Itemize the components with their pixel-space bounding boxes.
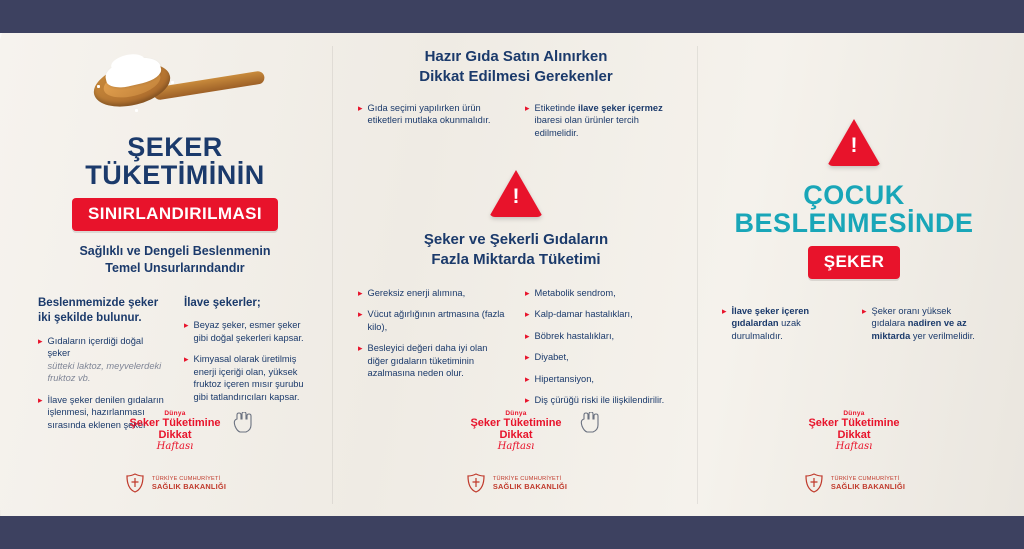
- list-item: [525, 287, 674, 300]
- hand-icon: [229, 412, 255, 434]
- campaign-pre: Dünya: [843, 409, 865, 417]
- campaign-line1: Şeker Tüketimine: [808, 416, 900, 429]
- panel1-left-item-0: Gıdaların içerdiği doğal şeker: [47, 335, 144, 359]
- ministry-line2: SAĞLIK BAKANLIĞI: [830, 481, 906, 491]
- panel2-top-item-left-0: Gıda seçimi yapılırken ürün etiketleri mutlaka okunmalıdır.: [367, 102, 491, 126]
- panel2-footer: [340, 410, 692, 494]
- bullet-arrow-icon: ▸: [184, 354, 189, 365]
- bullet-arrow-icon: ▸: [525, 309, 530, 320]
- panel1-left-item-0-note: sütteki laktoz, meyvelerdeki fruktoz vb.: [47, 360, 162, 384]
- warning-triangle-icon: !: [489, 170, 543, 218]
- campaign-line2: Dikkat: [158, 429, 192, 442]
- panel1-right-lead: İlave şekerler;: [184, 296, 261, 309]
- list-item: [358, 342, 507, 380]
- list-item: [358, 308, 507, 333]
- panel2-right-item-1: Kalp-damar hastalıkları,: [534, 309, 633, 320]
- hand-icon: [576, 412, 602, 434]
- panel-child-nutrition: [704, 33, 1004, 516]
- campaign-line1: Şeker Tüketimine: [129, 416, 221, 429]
- bullet-arrow-icon: ▸: [525, 102, 530, 113]
- campaign-pre: Dünya: [505, 409, 527, 417]
- campaign-line1: Şeker Tüketimine: [470, 416, 562, 429]
- panel1-title-line2: TÜKETİMİNİN: [85, 160, 265, 191]
- panel3-ribbon: ŞEKER: [808, 246, 901, 279]
- panel-ready-food: [340, 33, 692, 516]
- list-item: [38, 335, 166, 385]
- panel1-title-line1: ŞEKER: [127, 132, 223, 162]
- panel1-right-item-1: Kimyasal olarak üretilmiş enerji içeriği olan, yüksek fruktoz içeren mısır şurubu gibi tatlandırıcıları kapsar.: [193, 354, 304, 402]
- list-item: [525, 394, 674, 407]
- ministry-line1: TÜRKİYE CUMHURİYETİ: [830, 475, 900, 482]
- panel3-title-line1: ÇOCUK: [803, 180, 905, 210]
- panel1-ribbon: SINIRLANDIRILMASI: [72, 198, 278, 231]
- bullet-arrow-icon: ▸: [525, 352, 530, 363]
- panel3-right-item-bold: nadiren ve az miktarda: [871, 318, 967, 341]
- bullet-arrow-icon: ▸: [358, 102, 363, 113]
- panel1-right-item-0: Beyaz şeker, esmer şeker gibi doğal şekerleri kapsar.: [193, 320, 304, 343]
- campaign-logo: [129, 410, 220, 452]
- panel2-top-item-right-pre: Etiketinde: [534, 102, 578, 113]
- bullet-arrow-icon: ▸: [38, 394, 43, 405]
- panel2-right-item-3: Diyabet,: [534, 352, 569, 363]
- list-item: [358, 102, 507, 127]
- list-item: [525, 373, 674, 386]
- panel2-top-left-column: [358, 102, 507, 149]
- panel2-left-item-0: Gereksiz enerji alımına,: [367, 287, 466, 298]
- panel3-left-column: [722, 305, 846, 352]
- panel1-left-lead-2: iki şekilde bulunur.: [38, 312, 142, 325]
- campaign-logo: [808, 410, 899, 452]
- panel1-subtitle-line1: Sağlıklı ve Dengeli Beslenmenin: [79, 243, 271, 258]
- panel1-left-item-1: İlave şeker denilen gıdaların işlenmesi, hazırlanması sırasında eklenen şeker: [47, 394, 164, 430]
- ministry-logo: [704, 472, 1004, 494]
- ministry-logo: [22, 472, 328, 494]
- bullet-arrow-icon: ▸: [525, 330, 530, 341]
- campaign-script: Haftası: [497, 441, 535, 452]
- ministry-emblem-icon: [465, 472, 487, 494]
- bullet-arrow-icon: ▸: [38, 335, 43, 346]
- panel2-top-item-right-post: ibaresi olan ürünler tercih edilmelidir.: [534, 115, 639, 138]
- panel3-left-item-rest: uzak durulmalıdır.: [731, 318, 801, 341]
- bullet-arrow-icon: ▸: [358, 343, 363, 354]
- panel3-right-item-pre: Şeker oranı yüksek gıdalara: [871, 305, 952, 329]
- campaign-script: Haftası: [156, 441, 194, 452]
- list-item: [184, 353, 312, 403]
- panel3-left-item-bold: İlave şeker içeren gıdalardan: [731, 305, 810, 329]
- panel2-right-item-0: Metabolik sendrom,: [534, 287, 616, 298]
- panel1-subtitle-line2: Temel Unsurlarındandır: [105, 261, 245, 276]
- ministry-line1: TÜRKİYE CUMHURİYETİ: [151, 475, 221, 482]
- bullet-arrow-icon: ▸: [358, 309, 363, 320]
- list-item: [525, 330, 674, 343]
- panel-sugar-limitation: [22, 33, 328, 516]
- panel2-mid-title-line1: Şeker ve Şekerli Gıdaların: [423, 231, 609, 249]
- panel2-left-item-2: Besleyici değeri daha iyi olan diğer gıdaların tüketiminin azalmasına neden olur.: [367, 343, 488, 379]
- panel2-right-item-2: Böbrek hastalıkları,: [534, 330, 615, 341]
- panel2-left-item-1: Vücut ağırlığının artmasına (fazla kilo),: [367, 309, 505, 332]
- panel2-right-item-5: Diş çürüğü riski ile ilişkilendirilir.: [534, 395, 665, 406]
- panel-divider-1: [332, 46, 333, 504]
- panel2-right-item-4: Hipertansiyon,: [534, 373, 594, 384]
- panel2-top-right-column: [525, 102, 674, 149]
- bullet-arrow-icon: ▸: [525, 395, 530, 406]
- campaign-logo: [470, 410, 561, 452]
- list-item: [525, 102, 674, 140]
- panel1-left-lead-1: Beslenmemizde şeker: [38, 296, 159, 309]
- campaign-line2: Dikkat: [837, 429, 871, 442]
- panel3-title-line2: BESLENMESİNDE: [734, 208, 974, 239]
- list-item: [525, 308, 674, 321]
- warning-triangle-icon: !: [827, 119, 881, 167]
- campaign-pre: Dünya: [164, 409, 186, 417]
- bullet-arrow-icon: ▸: [525, 373, 530, 384]
- panel2-mid-title-line2: Fazla Miktarda Tüketimi: [431, 251, 601, 269]
- panel2-left-column: [358, 287, 507, 416]
- bullet-arrow-icon: ▸: [722, 305, 727, 316]
- list-item: [358, 287, 507, 300]
- bullet-arrow-icon: ▸: [184, 320, 189, 331]
- list-item: [525, 351, 674, 364]
- panel3-footer: [704, 410, 1004, 494]
- panel2-top-title-line1: Hazır Gıda Satın Alınırken: [424, 48, 608, 65]
- spoon-with-sugar-icon: [75, 55, 275, 125]
- list-item: [184, 319, 312, 344]
- campaign-script: Haftası: [835, 441, 873, 452]
- ministry-emblem-icon: [124, 472, 146, 494]
- panel-divider-2: [697, 46, 698, 504]
- ministry-logo: [340, 472, 692, 494]
- panel1-footer: [22, 410, 328, 494]
- list-item: [722, 305, 846, 343]
- bullet-arrow-icon: ▸: [525, 287, 530, 298]
- campaign-line2: Dikkat: [499, 429, 533, 442]
- ministry-line2: SAĞLIK BAKANLIĞI: [492, 481, 568, 491]
- bullet-arrow-icon: ▸: [862, 305, 867, 316]
- panel2-top-title-line2: Dikkat Edilmesi Gerekenler: [419, 68, 613, 86]
- ministry-emblem-icon: [803, 472, 825, 494]
- panel3-right-item-post: yer verilmelidir.: [910, 330, 975, 341]
- list-item: [862, 305, 986, 343]
- ministry-line1: TÜRKİYE CUMHURİYETİ: [492, 475, 562, 482]
- ministry-line2: SAĞLIK BAKANLIĞI: [151, 481, 227, 491]
- panel2-right-column: [525, 287, 674, 416]
- panel2-top-item-right-bold: ilave şeker içermez: [577, 102, 663, 113]
- bullet-arrow-icon: ▸: [358, 287, 363, 298]
- panel3-right-column: [862, 305, 986, 352]
